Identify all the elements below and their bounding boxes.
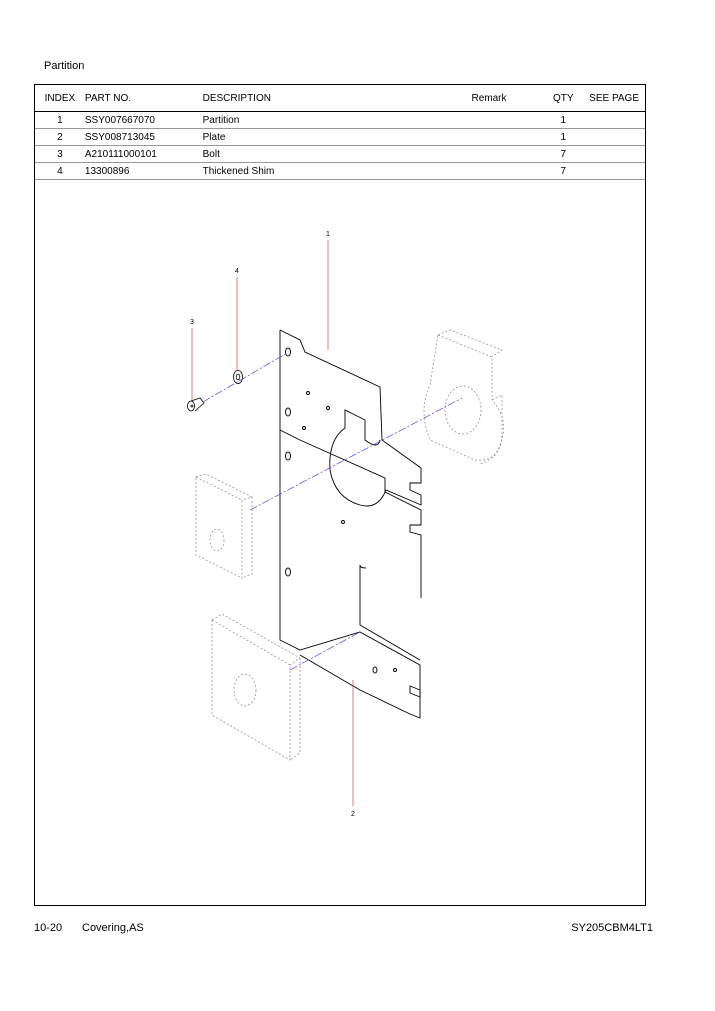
cell-index: 4 [35, 163, 85, 180]
thickened-shim-left [196, 474, 252, 578]
cell-part-no: SSY008713045 [85, 129, 203, 146]
header-see-page: SEE PAGE [583, 85, 645, 112]
header-description: DESCRIPTION [203, 85, 472, 112]
header-part-no: PART NO. [85, 85, 203, 112]
cell-part-no: A210111000101 [85, 146, 203, 163]
callout-2: 2 [351, 811, 355, 818]
cell-part-no: SSY007667070 [85, 112, 203, 129]
model-code: SY205CBM4LT1 [571, 922, 653, 934]
cell-index: 2 [35, 129, 85, 146]
header-index: INDEX [35, 85, 85, 112]
cell-qty: 7 [543, 146, 583, 163]
cell-qty: 1 [543, 129, 583, 146]
header-qty: QTY [543, 85, 583, 112]
cell-description: Plate [203, 129, 472, 146]
callout-1: 1 [326, 231, 330, 238]
cell-index: 1 [35, 112, 85, 129]
thickened-shim-top-right [424, 330, 504, 464]
thickened-shim-bottom [212, 614, 300, 760]
cell-part-no: 13300896 [85, 163, 203, 180]
page-title: Partition [44, 60, 85, 72]
cell-qty: 1 [543, 112, 583, 129]
section-name: Covering,AS [82, 922, 144, 934]
header-remark: Remark [472, 85, 544, 112]
bolt [188, 398, 205, 411]
plate [280, 430, 421, 718]
cell-index: 3 [35, 146, 85, 163]
page-number: 10-20 [34, 922, 63, 934]
callout-4: 4 [235, 268, 239, 275]
cell-description: Partition [203, 112, 472, 129]
washer [234, 371, 243, 384]
cell-qty: 7 [543, 163, 583, 180]
cell-description: Thickened Shim [203, 163, 472, 180]
centerlines [203, 353, 462, 670]
leader-lines [192, 240, 353, 806]
callout-3: 3 [190, 319, 194, 326]
partition-plate [280, 330, 421, 506]
cell-description: Bolt [203, 146, 472, 163]
